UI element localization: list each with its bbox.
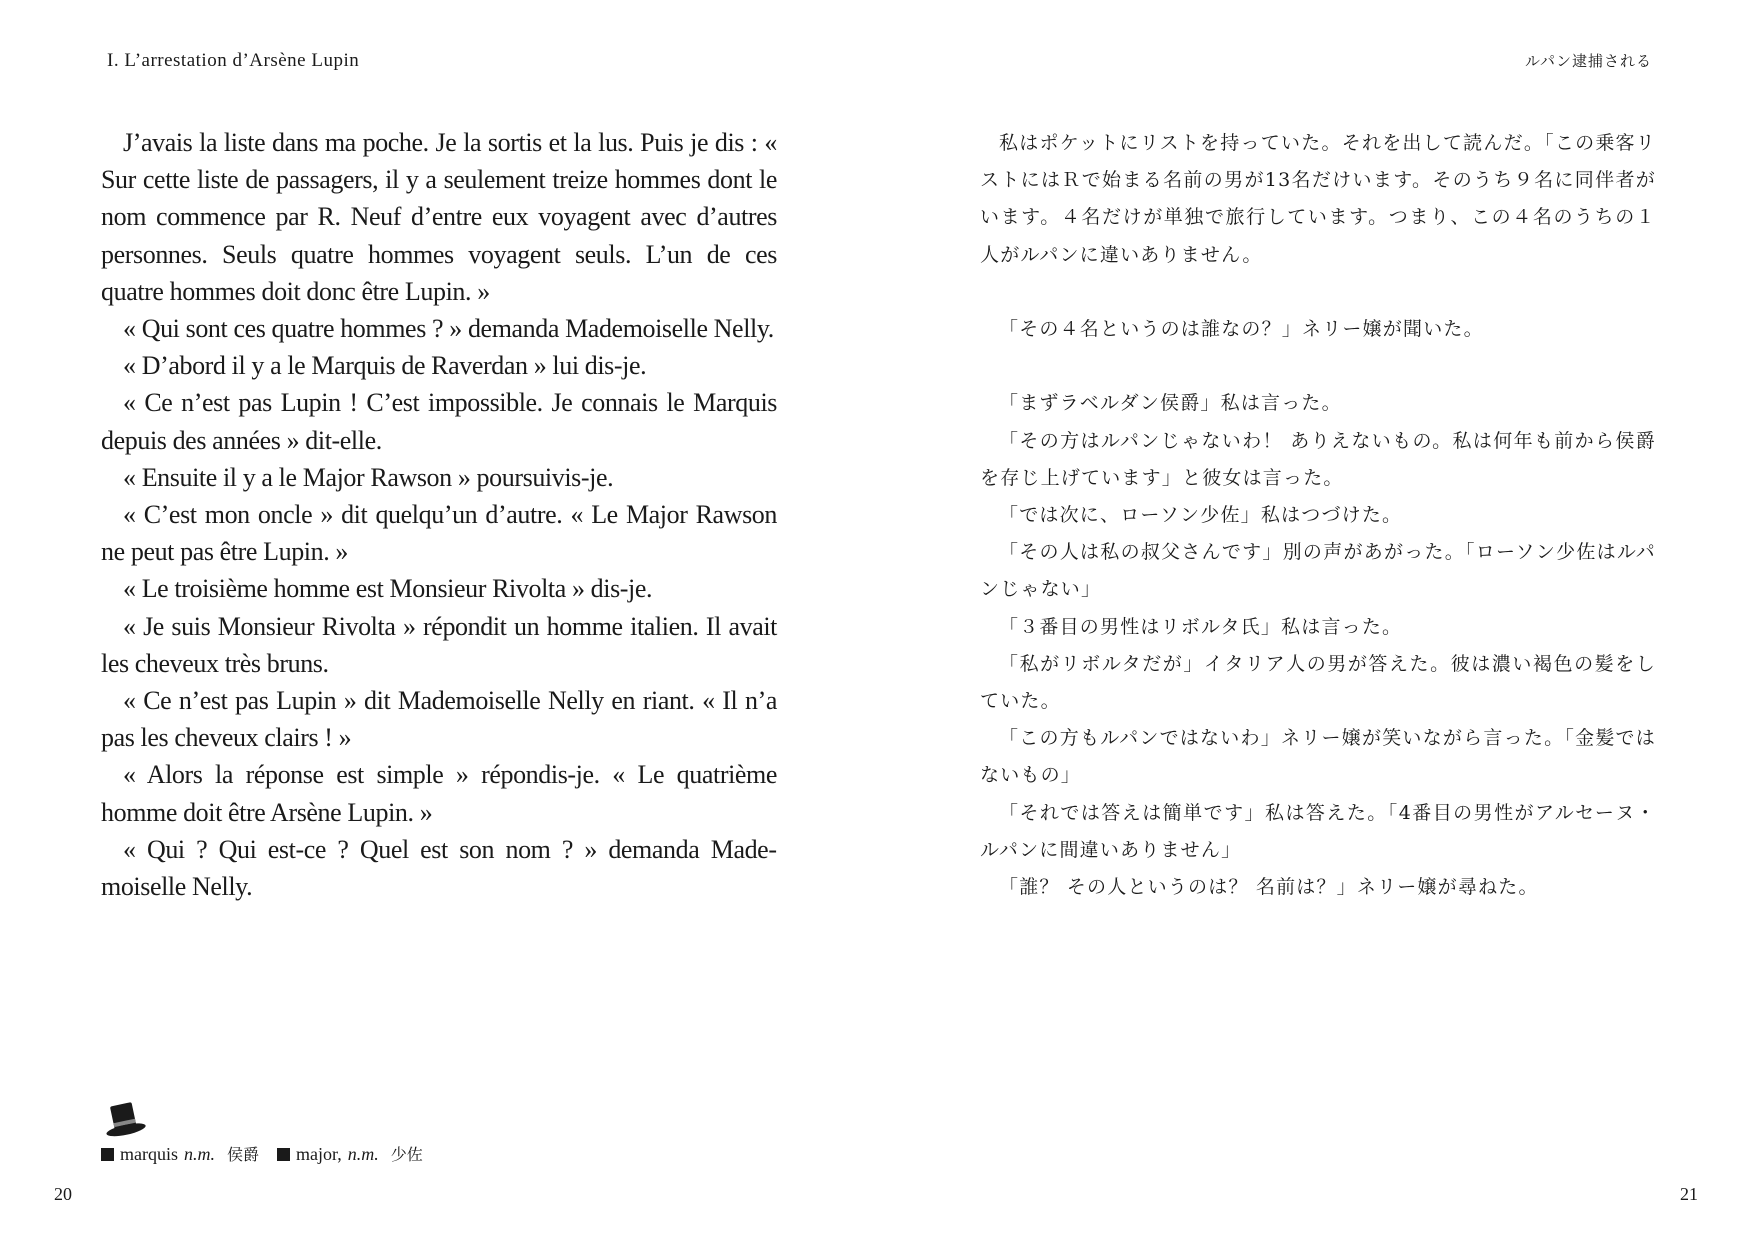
japanese-paragraph: 「では次に、ローソン少佐」私はつづけた。 — [999, 504, 1403, 526]
glossary — [101, 1142, 423, 1165]
japanese-paragraph: 「まずラベルダン侯爵」私は言った。 — [999, 392, 1342, 415]
japanese-paragraph: 「３番目の男性はリボルタ氏」私は言った。 — [999, 615, 1403, 638]
french-paragraph: « D’abord il y a le Marquis de Raverdan » lui dis-je. — [123, 351, 647, 381]
page-number-left: 20 — [54, 1184, 72, 1204]
french-paragraph: « Ce n’est pas Lupin ! C’est impossible. Je connais le Marquis depuis des années » dit-elle. — [101, 388, 777, 455]
running-head-left: I. L’arrestation d’Arsène Lupin — [107, 50, 360, 71]
japanese-paragraph: 「その人は私の叔父さんです」別の声があがった。「ローソン少佐はルパンじゃない」 — [980, 541, 1656, 601]
glossary-entry — [101, 1142, 259, 1165]
glossary-pos: n.m. — [347, 1144, 379, 1164]
french-paragraph: J’avais la liste dans ma poche. Je la sortis et la lus. Puis je dis : « Sur cette liste de passagers, il y a seulement treize hommes dont le nom commence par R. Neuf d’entre eux voyagent avec d’autres personnes. Seuls quatre hommes voyagent seuls. L’un de ces quatre hommes doit donc être Lupin. » — [101, 128, 777, 306]
black-square-icon — [101, 1148, 114, 1161]
french-paragraph: « Qui sont ces quatre hommes ? » demanda Mademoiselle Nelly. — [123, 314, 774, 344]
glossary-translation: 少佐 — [390, 1145, 423, 1164]
blank-line — [980, 274, 1656, 311]
blank-line — [980, 348, 1656, 385]
japanese-text-body — [980, 125, 1656, 906]
french-paragraph: « Alors la réponse est simple » répondis-je. « Le quatrième homme doit être Arsène Lupin. » — [101, 760, 777, 827]
glossary-entry — [277, 1142, 423, 1165]
french-paragraph: « Qui ? Qui est-ce ? Quel est son nom ? » demanda Mademoiselle Nelly. — [101, 834, 777, 902]
glossary-term: major, — [296, 1144, 342, 1164]
running-head-right: ルパン逮捕される — [1525, 52, 1652, 70]
japanese-paragraph: 「その方はルパンじゃないわ！ ありえないもの。私は何年も前から侯爵を存じ上げています」と彼女は言った。 — [980, 429, 1656, 489]
japanese-paragraph: 「誰？ その人というのは？ 名前は？」ネリー嬢が尋ねた。 — [999, 876, 1539, 899]
japanese-paragraph: 「それでは答えは簡単です」私は答えた。「4番目の男性がアルセーヌ・ルパンに間違いありません」 — [980, 801, 1656, 861]
glossary-pos: n.m. — [184, 1144, 215, 1164]
page-number-right: 21 — [1680, 1184, 1698, 1204]
glossary-translation: 侯爵 — [227, 1145, 260, 1164]
french-paragraph: « C’est mon oncle » dit quelqu’un d’autre. « Le Major Rawson ne peut pas être Lupin. » — [101, 500, 777, 567]
french-text-body — [101, 124, 777, 905]
glossary-term: marquis — [120, 1144, 178, 1164]
french-paragraph: « Ce n’est pas Lupin » dit Mademoiselle Nelly en riant. « Il n’a pas les cheveux clairs ! » — [101, 686, 777, 753]
french-paragraph: « Ensuite il y a le Major Rawson » poursuivis-je. — [123, 462, 614, 492]
japanese-paragraph: 私はポケットにリストを持っていた。それを出して読んだ。「この乗客リストにはＲで始まる名前の男が13名だけいます。そのうち９名に同伴者がいます。４名だけが単独で旅行しています。つまり、この４名のうちの１人がルパンに違いありません。 — [980, 132, 1656, 266]
top-hat-icon — [101, 1100, 147, 1140]
japanese-paragraph: 「私がリボルタだが」イタリア人の男が答えた。彼は濃い褐色の髪をしていた。 — [980, 652, 1656, 713]
french-paragraph: « Le troisième homme est Monsieur Rivolta » dis-je. — [123, 574, 653, 604]
japanese-paragraph: 「その４名というのは誰なの？」ネリー嬢が聞いた。 — [999, 318, 1484, 340]
japanese-paragraph: 「この方もルパンではないわ」ネリー嬢が笑いながら言った。「金髪ではないもの」 — [980, 727, 1656, 787]
black-square-icon — [277, 1148, 290, 1161]
french-paragraph: « Je suis Monsieur Rivolta » répondit un homme italien. Il avait les cheveux très bruns. — [101, 611, 777, 678]
right-page — [874, 0, 1748, 1240]
